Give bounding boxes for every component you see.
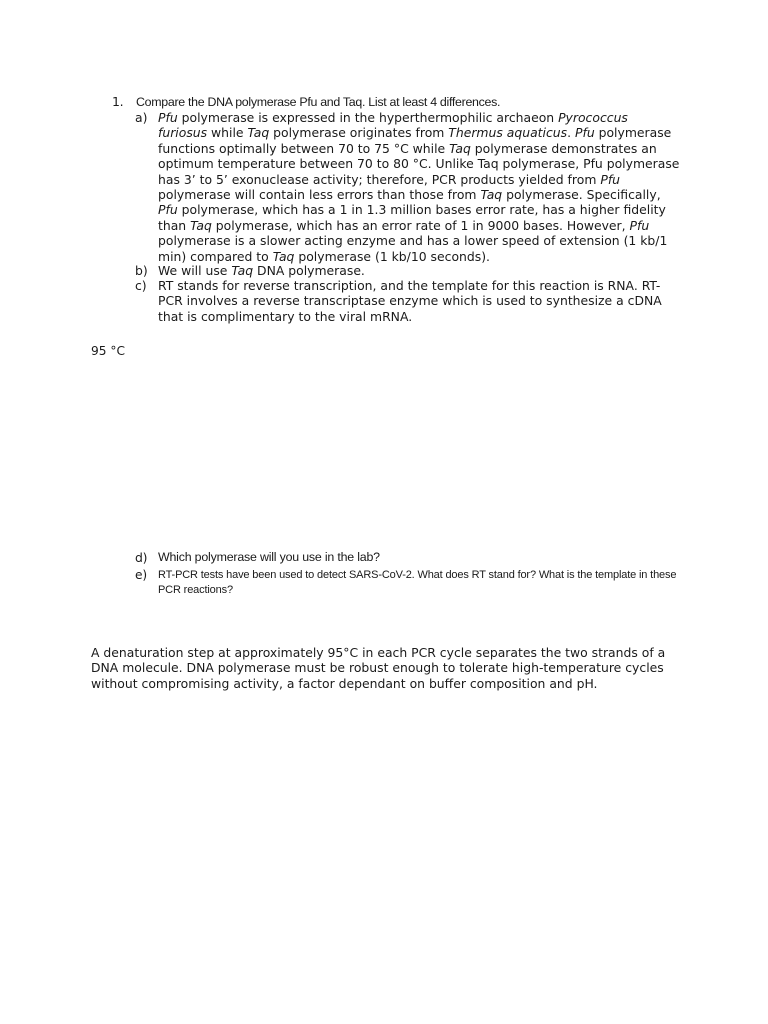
list-marker: e) (135, 568, 147, 582)
text-run: polymerase is expressed in the hyperthermophilic archaeon (177, 110, 559, 125)
answer-a-text (158, 110, 680, 264)
answer-a (135, 110, 680, 264)
text-run: polymerase, which has an error rate of 1 in 9000 bases. However, (211, 217, 630, 233)
question-number: 1. (112, 94, 124, 109)
text-run: polymerase will contain less errors than those from (158, 187, 481, 203)
italic-term: Pyrococcus furiosus (158, 110, 628, 141)
list-marker: d) (135, 550, 148, 565)
list-marker: b) (135, 263, 148, 278)
italic-term: Taq (190, 217, 212, 233)
answer-c-text: RT stands for reverse transcription, and the template for this reaction is RNA. RT-PCR involves a reverse transcriptase enzyme which is used to synthesize a cDNA that is complimentary to the viral mRNA. (158, 278, 662, 324)
answer-b-text (158, 263, 680, 278)
text-run: polymerase functions optimally between 70 to 75 °C while (158, 125, 672, 156)
sub-question-d-text: Which polymerase will you use in the lab? (158, 550, 380, 564)
question-1 (112, 94, 500, 110)
text-run: . (567, 125, 575, 141)
text-run: polymerase demonstrates an optimum temperature between 70 to 80 °C. Unlike Taq polymerase, Pfu polymerase has 3’ to 5’ exonuclease activity; therefore, PCR products yielded from (158, 140, 680, 187)
italic-term: Pfu (158, 202, 178, 218)
temperature-label: 95 °C (91, 344, 125, 358)
italic-term: Pfu (600, 171, 621, 187)
list-marker: a) (135, 110, 148, 125)
text-run: polymerase originates from (269, 125, 449, 141)
question-text: Compare the DNA polymerase Pfu and Taq. List at least 4 differences. (136, 95, 501, 109)
text-run: polymerase, which has a 1 in 1.3 million bases error rate, has a higher fidelity than (158, 202, 666, 233)
denaturation-paragraph: A denaturation step at approximately 95°C in each PCR cycle separates the two strands of a DNA molecule. DNA polymerase must be robust enough to tolerate high-temperature cycles without compromising activity, a factor dependant on buffer composition and pH. (91, 645, 666, 691)
answer-b (135, 263, 680, 278)
text-run: We will use (158, 263, 232, 278)
text-run: polymerase. Specifically, (502, 187, 661, 203)
italic-term: Taq (231, 263, 254, 278)
italic-term: Taq (480, 187, 503, 203)
sub-question-e-text: RT-PCR tests have been used to detect SARS-CoV-2. What does RT stand for? What is the template in these PCR reactions? (158, 569, 677, 596)
answer-c (135, 278, 680, 324)
italic-term: Taq (247, 125, 270, 141)
list-marker: c) (135, 278, 147, 293)
italic-term: Pfu (574, 125, 595, 141)
italic-term: Pfu (158, 110, 178, 125)
italic-term: Pfu (629, 217, 650, 233)
italic-term: Taq (272, 248, 295, 264)
sub-question-d (135, 550, 695, 565)
italic-term: Thermus aquaticus (448, 125, 568, 141)
text-run: polymerase (1 kb/10 seconds). (294, 248, 490, 264)
text-run: DNA polymerase. (253, 263, 365, 278)
text-run: while (207, 125, 248, 141)
italic-term: Taq (449, 140, 471, 156)
text-run: polymerase is a slower acting enzyme and has a lower speed of extension (1 kb/1 min) compared to (158, 233, 668, 264)
sub-question-e (135, 568, 695, 598)
